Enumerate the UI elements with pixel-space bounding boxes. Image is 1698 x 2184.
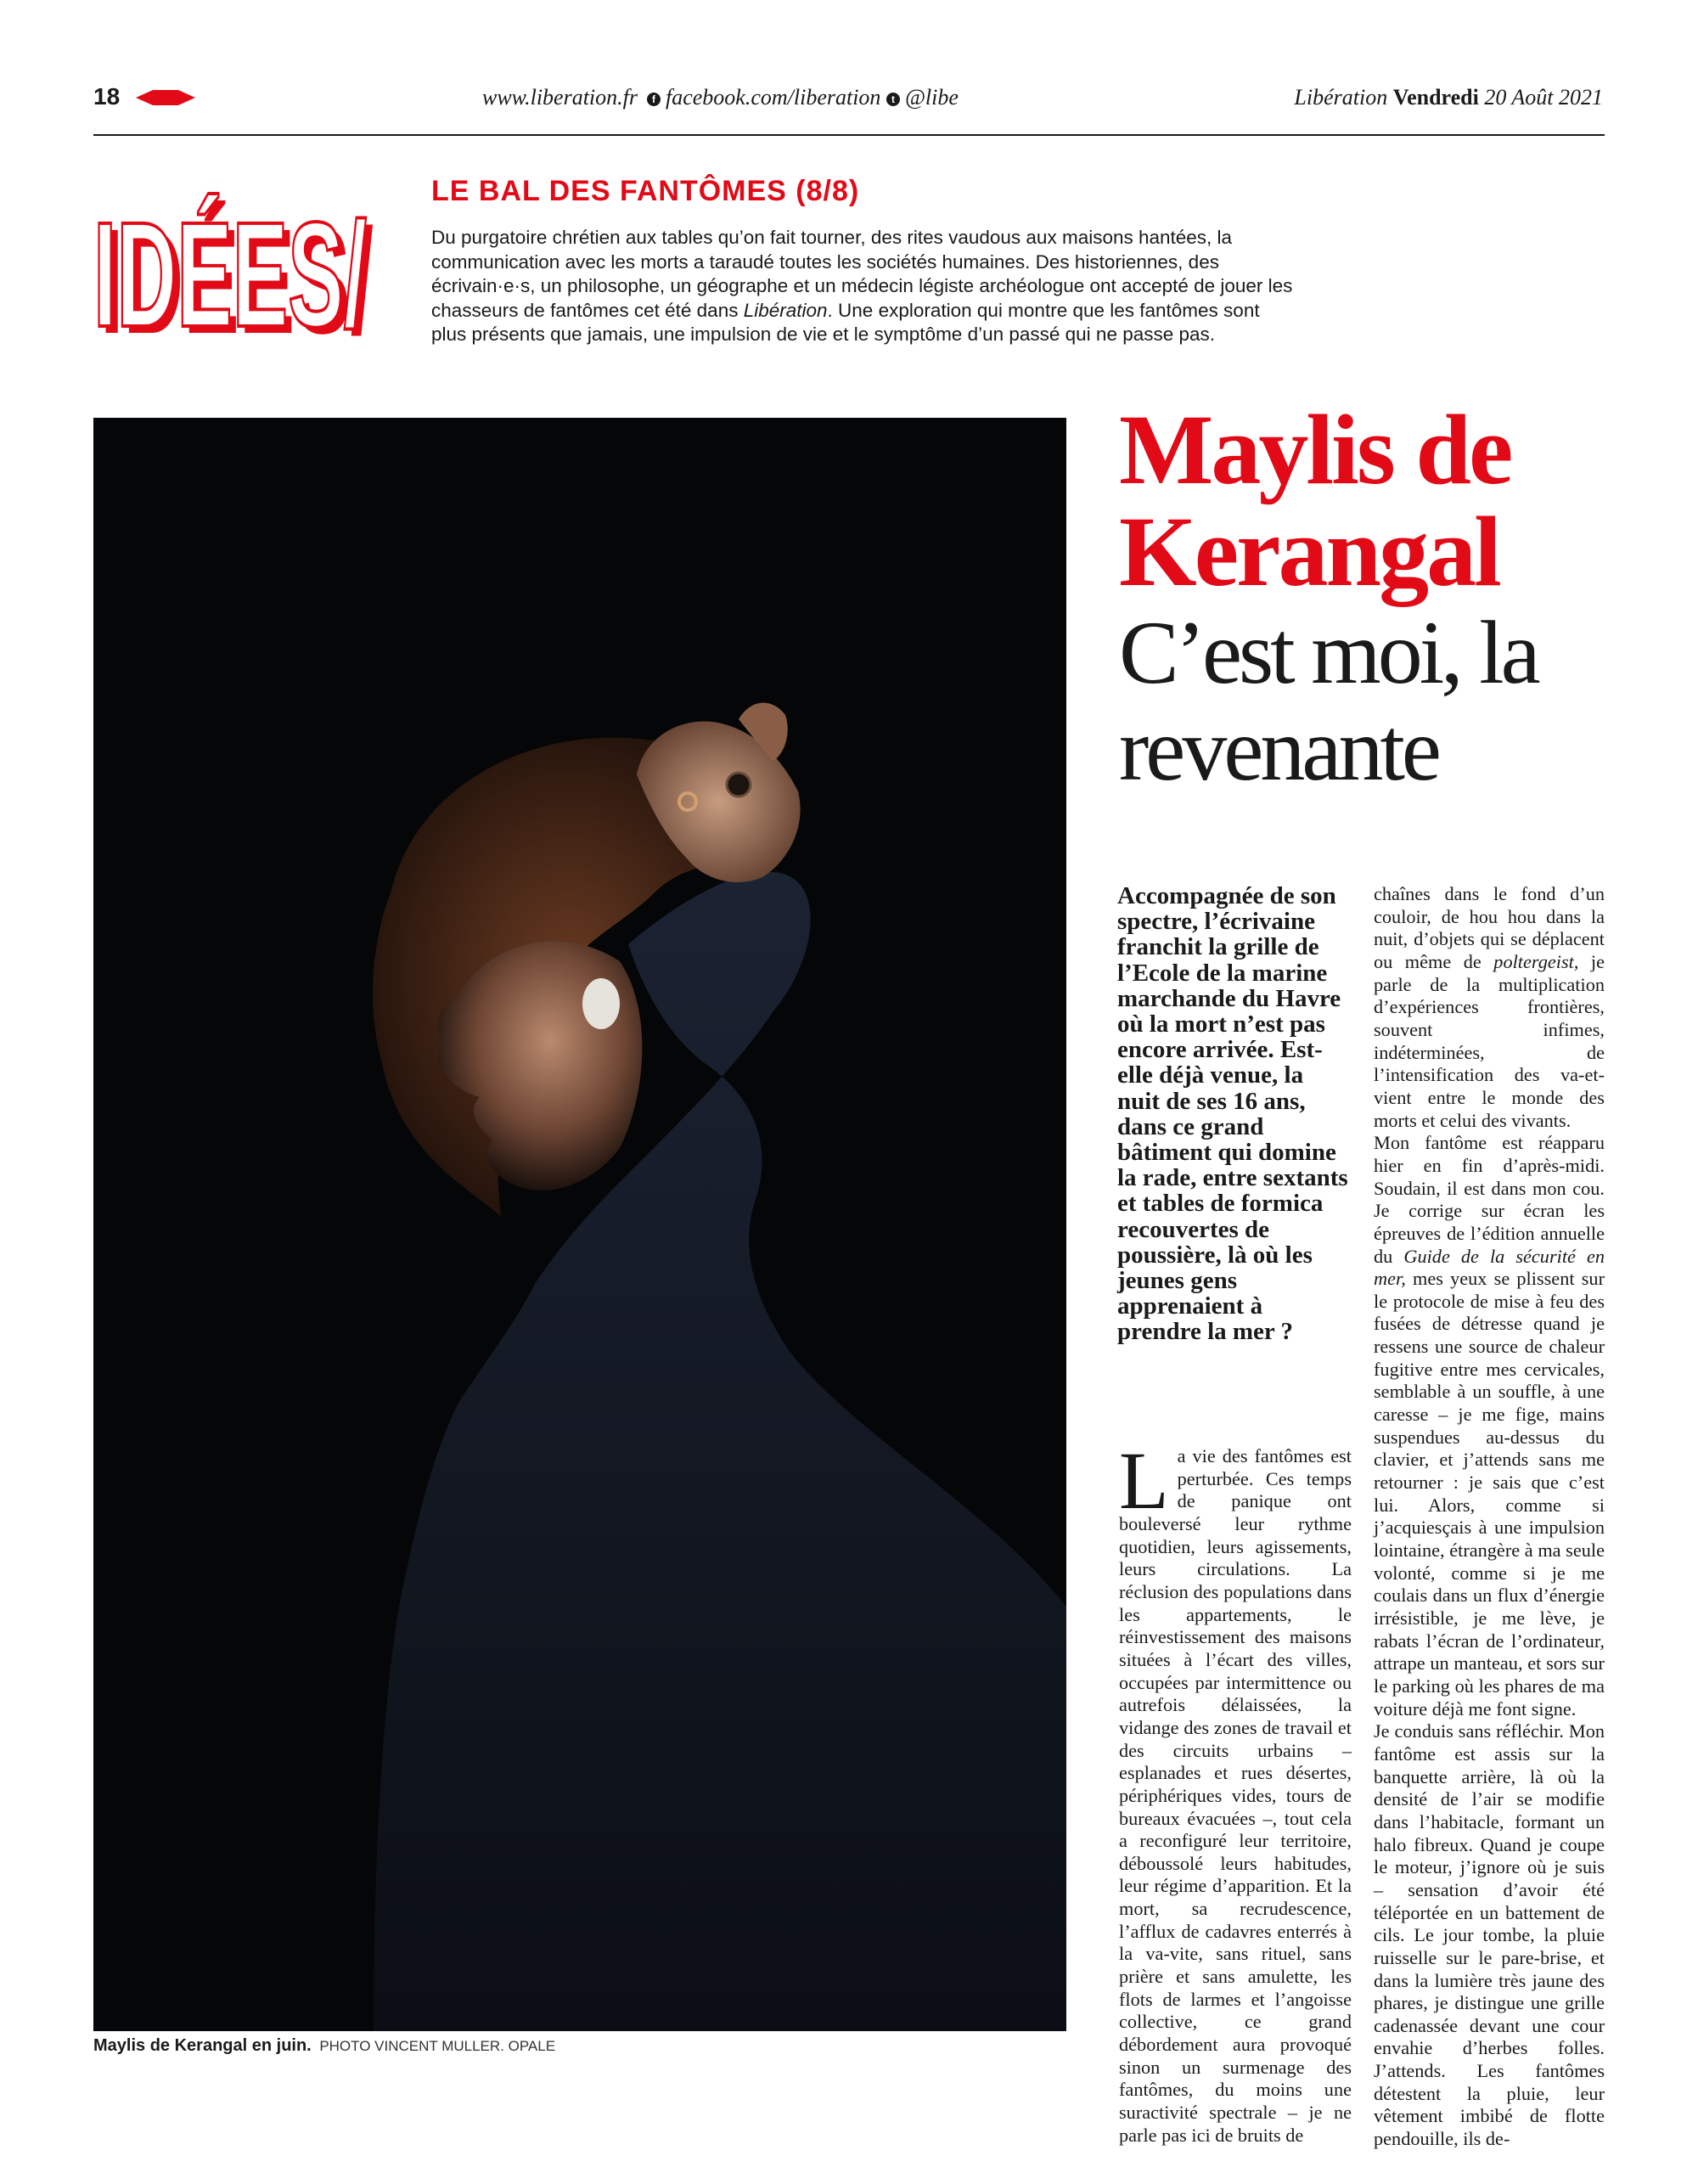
section-intro — [431, 226, 1297, 347]
portrait-illustration — [93, 418, 1066, 2031]
header-facebook-label: facebook.com/liberation — [666, 85, 881, 110]
drop-cap: L — [1119, 1435, 1169, 1526]
col2-paragraph-2 — [1374, 1132, 1605, 1720]
header-paper-name: Libération — [1294, 85, 1388, 110]
page-number: 18 — [93, 83, 121, 110]
col2-p2-italic: Guide de la sécurité en mer, — [1374, 1245, 1605, 1290]
photo-caption — [93, 2036, 555, 2056]
intro-italic: Libération — [743, 299, 828, 321]
col1-text: a vie des fantômes est perturbée. Ces temps de panique ont bouleversé leur rythme quotidien, leurs agissements, leurs circulations. La réclusion des populations dans les appartements, le réinvestissement des maisons situées à l’écart des villes, occupées par intermittence ou autrefois délaissées, la vidange des zones de travail et des circuits urbains – esplanades et rues désertes, périphériques vides, tours de bureaux évacuées –, tout cela a reconfiguré leur territoire, déboussolé leurs habitudes, leur régime d’apparition. Et la mort, sa recrudescence, l’afflux de cadavres enterrés à la va-vite, sans rituel, sans prière et sans amulette, les flots de larmes et l’angoisse collective, ce grand débordement aura provoqué sinon un surmenage des fantômes, du moins une suractivité spectrale – je ne parle pas ici de bruits de — [1119, 1445, 1352, 2146]
col1-paragraph — [1119, 1435, 1352, 2147]
col2-p1-italic: poltergeist — [1493, 950, 1574, 972]
article-column-1 — [1119, 1435, 1352, 2147]
intro-text-1: Du purgatoire chrétien aux tables qu’on fait tourner, des rites vaudous aux maisons hantées, la communication avec les morts a taraudé toutes les sociétés humaines. Des historiennes, des écrivain·e·s, un philosophe, un géographe et un médecin légiste archéologue ont accepté de jouer les chasseurs de fantômes cet été dans — [431, 227, 1293, 321]
header-facebook[interactable] — [647, 85, 880, 110]
header-twitter[interactable] — [886, 85, 959, 110]
col2-p1-text-b: , je parle de la multiplication d’expériences frontières, souvent infimes, indéterminées, de l’intensification des va-et-vient entre le monde des morts et celui des vivants. — [1374, 950, 1605, 1131]
idees-rubric-logo — [92, 173, 380, 343]
header-date — [1294, 85, 1603, 110]
photo-credit: PHOTO VINCENT MULLER. OPALE — [319, 2038, 556, 2054]
col2-p2-text-b: mes yeux se plissent sur le protocole de mise à feu des fusées de détresse quand je ressens une source de chaleur fugitive entre mes cervicales, semblable à un souffle, à une caresse – je me fige, mains suspendues au-dessus du clavier, et j’attends sans me retourner : je sais que c’est lui. Alors, comme si j’acquiesçais à une impulsion lointaine, étrangère à ma seule volonté, comme si je me coulais dans un flux d’énergie irrésistible, je me lève, je rabats l’écran de l’ordinateur, attrape un manteau, et sors sur le parking où les phares de ma voiture déjà me font signe. — [1374, 1268, 1605, 1720]
header-twitter-label: @libe — [905, 85, 959, 110]
intro-text-2: . Une exploration qui montre que les fantômes sont plus présents que jamais, une impulsion de vie et le symptôme d’un passé qui ne passe pas. — [431, 299, 1260, 345]
caption-text: Maylis de Kerangal en juin. — [93, 2036, 312, 2055]
col2-paragraph-1 — [1374, 883, 1605, 1132]
header-website[interactable]: www.liberation.fr — [482, 85, 638, 110]
liberation-diamond-icon — [136, 88, 195, 107]
header-weekday: Vendredi — [1392, 85, 1479, 110]
rubric-text: IDÉES/ — [93, 192, 367, 343]
series-title: LE BAL DES FANTÔMES (8/8) — [431, 175, 860, 207]
header-date-value: 20 Août 2021 — [1484, 85, 1603, 110]
col2-paragraph-3: Je conduis sans réfléchir. Mon fantôme est assis sur la banquette arrière, là où la densité de l’air se modifie dans l’habitacle, formant un halo fibreux. Quand je coupe le moteur, j’ignore où je suis – sensation d’avoir été téléportée en un battement de cils. Le jour tombe, la pluie ruisselle sur le pare-brise, et dans la lumière très jaune des phares, je distingue une grille cadenassée devant une cour envahie d’herbes folles. J’attends. Les fantômes détestent la pluie, leur vêtement imbibé de flotte pendouille, ils de- — [1374, 1720, 1605, 2150]
headline-subtitle: C’est moi, la revenante — [1119, 603, 1538, 799]
article-chapo: Accompagnée de son spectre, l’écrivaine franchit la grille de l’Ecole de la marine marchande du Havre où la mort n’est pas encore arrivée. Est-elle déjà venue, la nuit de ses 16 ans, dans ce grand bâtiment qui domine la rade, entre sextants et tables de formica recouvertes de poussière, là où les jeunes gens apprenaient à prendre la mer ? — [1117, 882, 1348, 1346]
rubric-shadow: IDÉES/ — [100, 199, 374, 343]
article-column-2 — [1374, 883, 1605, 2151]
headline-name: Maylis de Kerangal — [1119, 394, 1511, 607]
header-rule — [93, 134, 1605, 136]
facebook-icon: f — [647, 93, 661, 106]
col2-p2-text-a: Mon fantôme est réapparu hier en fin d’après-midi. Soudain, il est dans mon cou. Je corrige sur écran les épreuves de l’édition annuelle du — [1374, 1132, 1605, 1267]
twitter-icon: t — [886, 93, 900, 106]
col2-p1-text-a: chaînes dans le fond d’un couloir, de hou hou dans la nuit, d’objets qui se déplacent ou même de — [1374, 883, 1605, 972]
portrait-photo — [93, 418, 1066, 2031]
